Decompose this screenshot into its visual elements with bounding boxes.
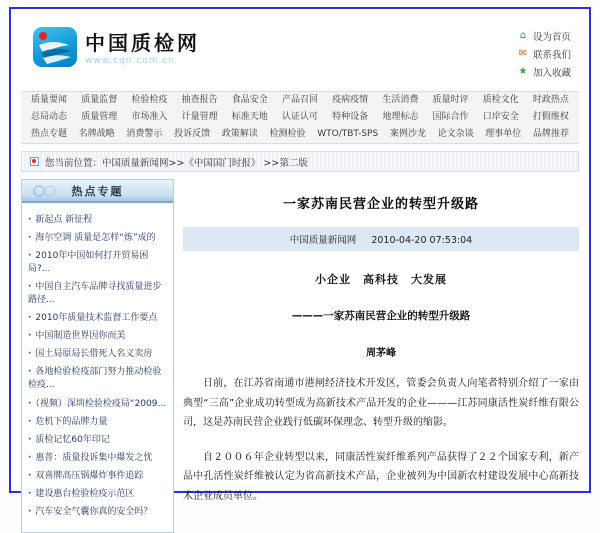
favorite-icon: ★ [518, 66, 528, 77]
nav-link[interactable]: 口岸安全 [482, 112, 519, 122]
add-favorite-link[interactable] [517, 65, 571, 79]
article-paragraph-1: 日前，在江苏省南通市港闸经济技术开发区，管委会负责人向笔者特别介绍了一家由典型“三高”企业成功转型成为高新技术产品开发的企业———江苏同康活性炭纤维有限公司，这是苏南民营企业践行低碳环保理念、转型升级的缩影。 [183, 378, 579, 428]
site-url: www.cqn.com.cn [85, 56, 176, 66]
sidebar-header [22, 180, 173, 203]
sidebar-topic-item[interactable]: · 汽车安全气囊你真的安全吗？ [28, 506, 168, 519]
sidebar-topic-item[interactable]: · 质检记忆60年印记 [28, 434, 168, 447]
set-homepage-link[interactable] [517, 29, 571, 43]
sidebar-topic-item[interactable]: · 新起点 新征程 [28, 214, 168, 227]
swirl-decoration-icon [32, 183, 58, 199]
nav-link[interactable]: 质量管理 [81, 112, 118, 122]
nav-link[interactable]: 质量时评 [432, 95, 469, 105]
nav-link[interactable]: 生活消费 [382, 95, 419, 105]
logo-text [85, 27, 200, 66]
hot-topics-sidebar [21, 179, 174, 533]
site-header [21, 27, 579, 79]
sidebar-topic-item[interactable]: · 国土局原局长借死人名义卖房 [28, 348, 168, 361]
sidebar-topic-item[interactable]: · 各地检验检疫部门努力推动检验检疫... [28, 366, 168, 392]
contact-us-link[interactable] [517, 47, 571, 61]
nav-link[interactable]: 国际合作 [432, 112, 469, 122]
nav-link[interactable]: WTO/TBT-SPS [317, 129, 379, 139]
sidebar-topic-item[interactable]: · 中国制造世界因你而美 [28, 330, 168, 343]
sidebar-topic-item[interactable]: · 惠普：质量投诉集中爆发之忧 [28, 452, 168, 465]
nav-link[interactable]: 质量监督 [81, 95, 118, 105]
home-icon: ⌂ [519, 30, 527, 41]
article-meta-bar [183, 227, 579, 251]
sidebar-topic-item[interactable]: · 建设惠台检验检疫示范区 [28, 488, 168, 501]
nav-link[interactable]: 抽查报告 [181, 95, 218, 105]
nav-link[interactable]: 市场准入 [131, 112, 168, 122]
nav-row-1 [21, 92, 579, 109]
nav-link[interactable]: 总局动态 [31, 112, 68, 122]
sidebar-title: 热点专题 [71, 184, 124, 198]
nav-link[interactable]: 品牌推荐 [532, 129, 569, 139]
nav-link[interactable]: 计量管理 [181, 112, 218, 122]
nav-link[interactable]: 名牌战略 [78, 129, 115, 139]
page-frame [9, 7, 591, 517]
nav-link[interactable]: 标准天地 [231, 112, 268, 122]
nav-link[interactable]: 检测检验 [269, 129, 306, 139]
set-homepage-label: 设为首页 [532, 32, 571, 43]
nav-link[interactable]: 消费警示 [126, 129, 163, 139]
site-name: 中国质检网 [85, 31, 200, 55]
logo-wave-icon [33, 27, 77, 67]
sidebar-topic-item[interactable]: · 2010年中国如何打开贸易困局?... [28, 250, 168, 276]
quick-links [517, 29, 571, 79]
nav-link[interactable]: 质检文化 [482, 95, 519, 105]
add-favorite-label: 加入收藏 [532, 68, 571, 79]
nav-link[interactable]: 检验检疫 [131, 95, 168, 105]
breadcrumb-page-icon [30, 157, 39, 166]
breadcrumb [21, 151, 579, 172]
nav-link[interactable]: 时政热点 [532, 95, 569, 105]
article-paragraph-2: 自２００６年企业转型以来，同康活性炭纤维系列产品获得了２２个国家专利，新产品中孔活性炭纤维被认定为省高新技术产品，企业被列为中国新农村建设发展中心高新技术企业成员单位。 [183, 451, 579, 502]
sidebar-topic-item[interactable]: · 2010年质量技术监督工作要点 [28, 312, 168, 325]
nav-link[interactable]: 打假维权 [532, 112, 569, 122]
nav-row-2 [21, 109, 579, 126]
nav-link[interactable]: 论文杂谈 [437, 129, 474, 139]
site-logo[interactable] [33, 27, 200, 67]
nav-link[interactable]: 投诉反馈 [174, 129, 211, 139]
sidebar-topic-item[interactable]: · 危机下的品牌力量 [28, 416, 168, 429]
sidebar-topic-item[interactable]: · 海尔空调 质量是怎样“炼”成的 [28, 232, 168, 245]
article-datetime: 2010-04-20 07:53:04 [371, 235, 473, 246]
nav-link[interactable]: 食品安全 [231, 95, 268, 105]
nav-link[interactable]: 地理标志 [382, 112, 419, 122]
nav-link[interactable]: 热点专题 [31, 129, 68, 139]
nav-link[interactable]: 产品召回 [281, 95, 318, 105]
sidebar-topic-item[interactable]: · 中国自主汽车品牌寻找质量进步路径... [28, 281, 168, 307]
nav-link[interactable]: 政策解读 [221, 129, 258, 139]
sidebar-item-list [22, 203, 173, 532]
article-subtitle-1: 小企业 高科技 大发展 [315, 273, 447, 286]
main-area [21, 179, 579, 533]
article-subtitle-2: ———一家苏南民营企业的转型升级路 [291, 310, 471, 322]
article-content [183, 179, 579, 506]
nav-link[interactable]: 疫病疫情 [332, 95, 369, 105]
article-source[interactable]: 中国质量新闻网 [289, 235, 357, 246]
mail-icon: ✉ [518, 48, 528, 59]
nav-link[interactable]: 特种设备 [332, 112, 369, 122]
nav-link[interactable]: 理事单位 [485, 129, 522, 139]
contact-us-label: 联系我们 [532, 50, 571, 61]
main-navigation [21, 91, 579, 144]
logo-waves [35, 37, 75, 65]
nav-row-3 [21, 126, 579, 143]
breadcrumb-text[interactable]: 您当前位置：中国质量新闻网>>《中国国门时报》 >>第二版 [45, 157, 308, 169]
nav-link[interactable]: 质量要闻 [31, 95, 68, 105]
sidebar-topic-item[interactable]: · （视频）深圳检验检疫局“2009... [28, 398, 168, 411]
nav-link[interactable]: 认证认可 [281, 112, 318, 122]
sidebar-topic-item[interactable]: · 双喜牌高压锅爆炸事件追踪 [28, 470, 168, 483]
nav-link[interactable]: 案例沙龙 [389, 129, 426, 139]
article-title: 一家苏南民营企业的转型升级路 [282, 197, 479, 212]
article-author: 周茅峰 [366, 348, 396, 359]
